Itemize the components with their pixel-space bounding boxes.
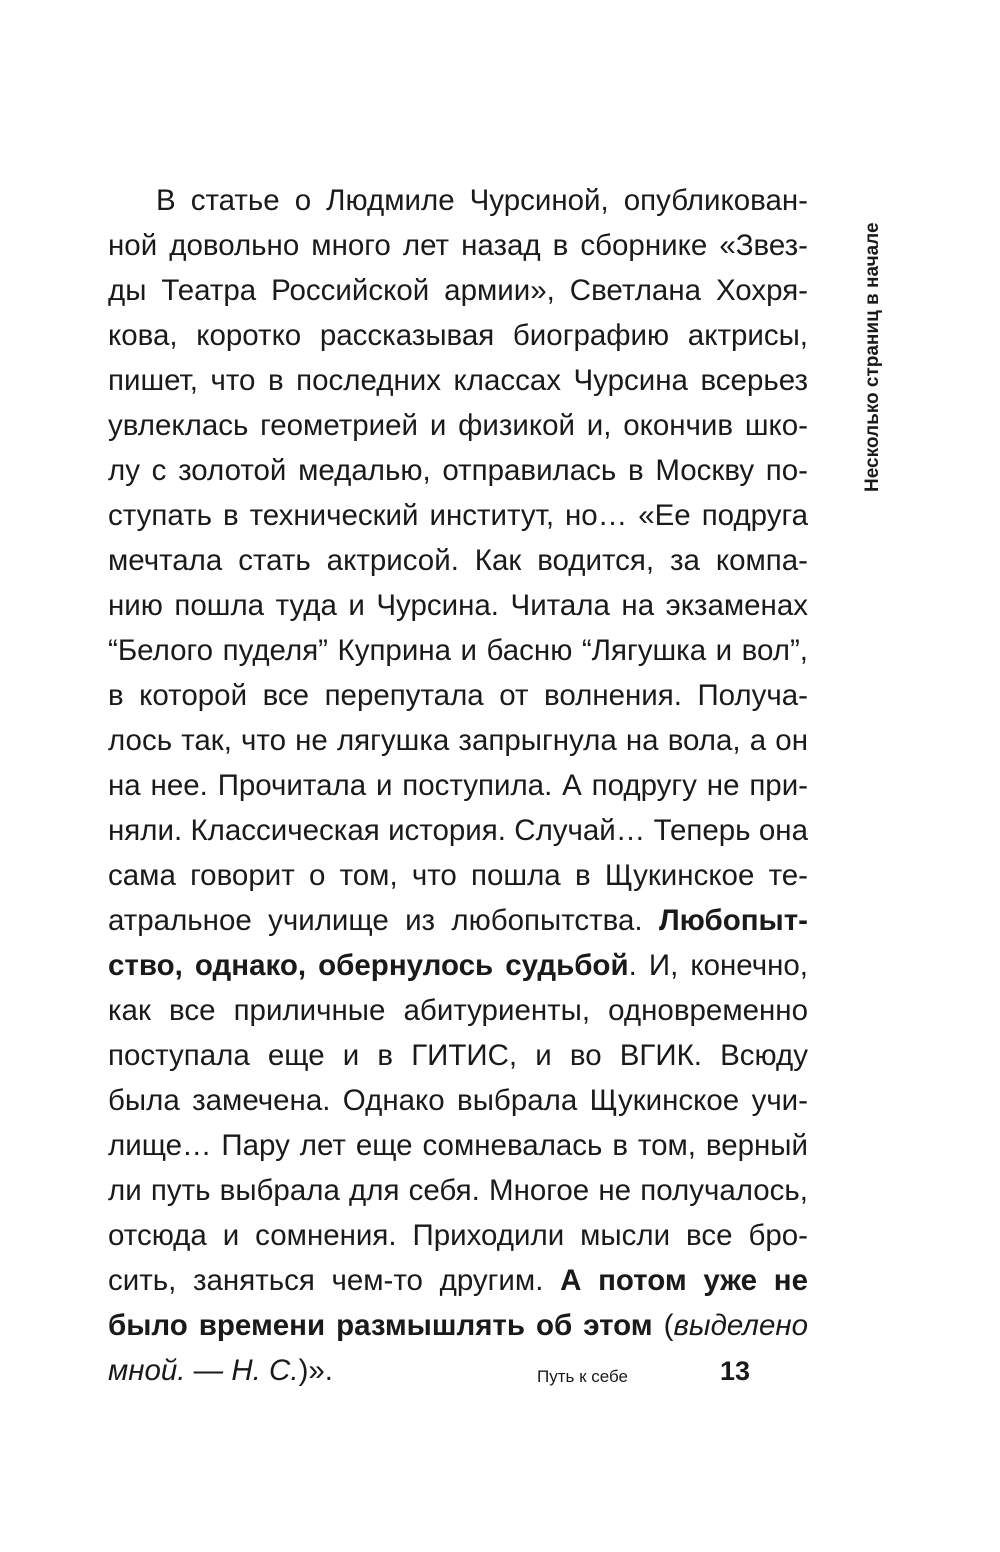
bold-text: А потом уже не xyxy=(560,1264,808,1297)
text-line xyxy=(108,1303,808,1348)
text-segment: увлеклась геометрией и физикой и, окончив шко- xyxy=(108,409,808,442)
text-line xyxy=(108,583,808,628)
text-segment: ( xyxy=(652,1309,674,1342)
text-segment: мечтала стать актрисой. Как водится, за компа- xyxy=(108,544,808,577)
text-segment: ступать в технический институт, но… «Ее подруга xyxy=(108,499,808,532)
text-line xyxy=(108,1123,808,1168)
bold-text: Любопыт- xyxy=(658,904,808,937)
text-line xyxy=(108,943,808,988)
text-segment: лось так, что не лягушка запрыгнула на вола, а он xyxy=(108,724,808,757)
text-line xyxy=(108,898,808,943)
text-segment: поступала еще и в ГИТИС, и во ВГИК. Всюду xyxy=(108,1039,808,1072)
text-line xyxy=(108,403,808,448)
bold-text: было времени размышлять об этом xyxy=(108,1309,653,1342)
text-segment: на нее. Прочитала и поступила. А подругу не при- xyxy=(108,769,808,802)
footer-section-title: Путь к себе xyxy=(537,1367,629,1386)
text-segment: лище… Пару лет еще сомневалась в том, верный xyxy=(108,1129,808,1162)
text-segment: отсюда и сомнения. Приходили мысли все бро- xyxy=(108,1219,808,1252)
italic-text: выделено xyxy=(673,1309,808,1342)
text-segment: няли. Классическая история. Случай… Теперь она xyxy=(108,814,808,847)
text-line xyxy=(108,538,808,583)
text-segment: ли путь выбрала для себя. Многое не получалось, xyxy=(108,1174,808,1207)
text-line xyxy=(108,628,808,673)
italic-text: мной. — Н. С. xyxy=(108,1354,299,1387)
text-segment: В статье о Людмиле Чурсиной, опубликован- xyxy=(156,184,808,217)
text-line xyxy=(108,178,808,223)
text-segment: ды Театра Российской армии», Светлана Хохря- xyxy=(108,274,808,307)
text-segment: лу с золотой медалью, отправилась в Москву по- xyxy=(108,454,808,487)
text-line xyxy=(108,1168,808,1213)
bold-text: ство, однако, обернулось судьбой xyxy=(108,949,629,982)
text-segment: кова, коротко рассказывая биографию актрисы, xyxy=(108,319,808,352)
text-segment: )». xyxy=(298,1354,333,1387)
text-line xyxy=(108,718,808,763)
text-segment: . И, конечно, xyxy=(628,949,808,982)
text-line xyxy=(108,1258,808,1303)
text-line xyxy=(108,448,808,493)
text-line xyxy=(108,763,808,808)
text-line xyxy=(108,313,808,358)
body-text xyxy=(108,178,808,1393)
text-segment: как все приличные абитуриенты, одновременно xyxy=(108,994,808,1027)
text-line xyxy=(108,1033,808,1078)
text-segment: в которой все перепутала от волнения. Получа- xyxy=(108,679,808,712)
text-segment: нию пошла туда и Чурсина. Читала на экзаменах xyxy=(108,589,808,622)
text-line xyxy=(108,358,808,403)
text-line xyxy=(108,1348,808,1393)
text-line xyxy=(108,853,808,898)
page-number: 13 xyxy=(720,1356,751,1386)
text-segment: “Белого пуделя” Куприна и басню “Лягушка и вол”, xyxy=(108,634,808,667)
text-line xyxy=(108,223,808,268)
text-segment: сить, заняться чем-то другим. xyxy=(108,1264,561,1297)
text-segment: ной довольно много лет назад в сборнике «Звез- xyxy=(108,229,808,262)
text-line xyxy=(108,493,808,538)
text-line xyxy=(108,673,808,718)
running-head-text: Несколько страниц в начале xyxy=(862,222,883,492)
text-segment: была замечена. Однако выбрала Щукинское учи- xyxy=(108,1084,808,1117)
text-segment: сама говорит о том, что пошла в Щукинское те- xyxy=(108,859,808,892)
text-line xyxy=(108,988,808,1033)
text-segment: атральное училище из любопытства. xyxy=(108,904,659,937)
text-line xyxy=(108,1078,808,1123)
text-line xyxy=(108,808,808,853)
text-line xyxy=(108,1213,808,1258)
text-line xyxy=(108,268,808,313)
running-head xyxy=(858,182,888,492)
text-segment: пишет, что в последних классах Чурсина всерьез xyxy=(108,364,808,397)
